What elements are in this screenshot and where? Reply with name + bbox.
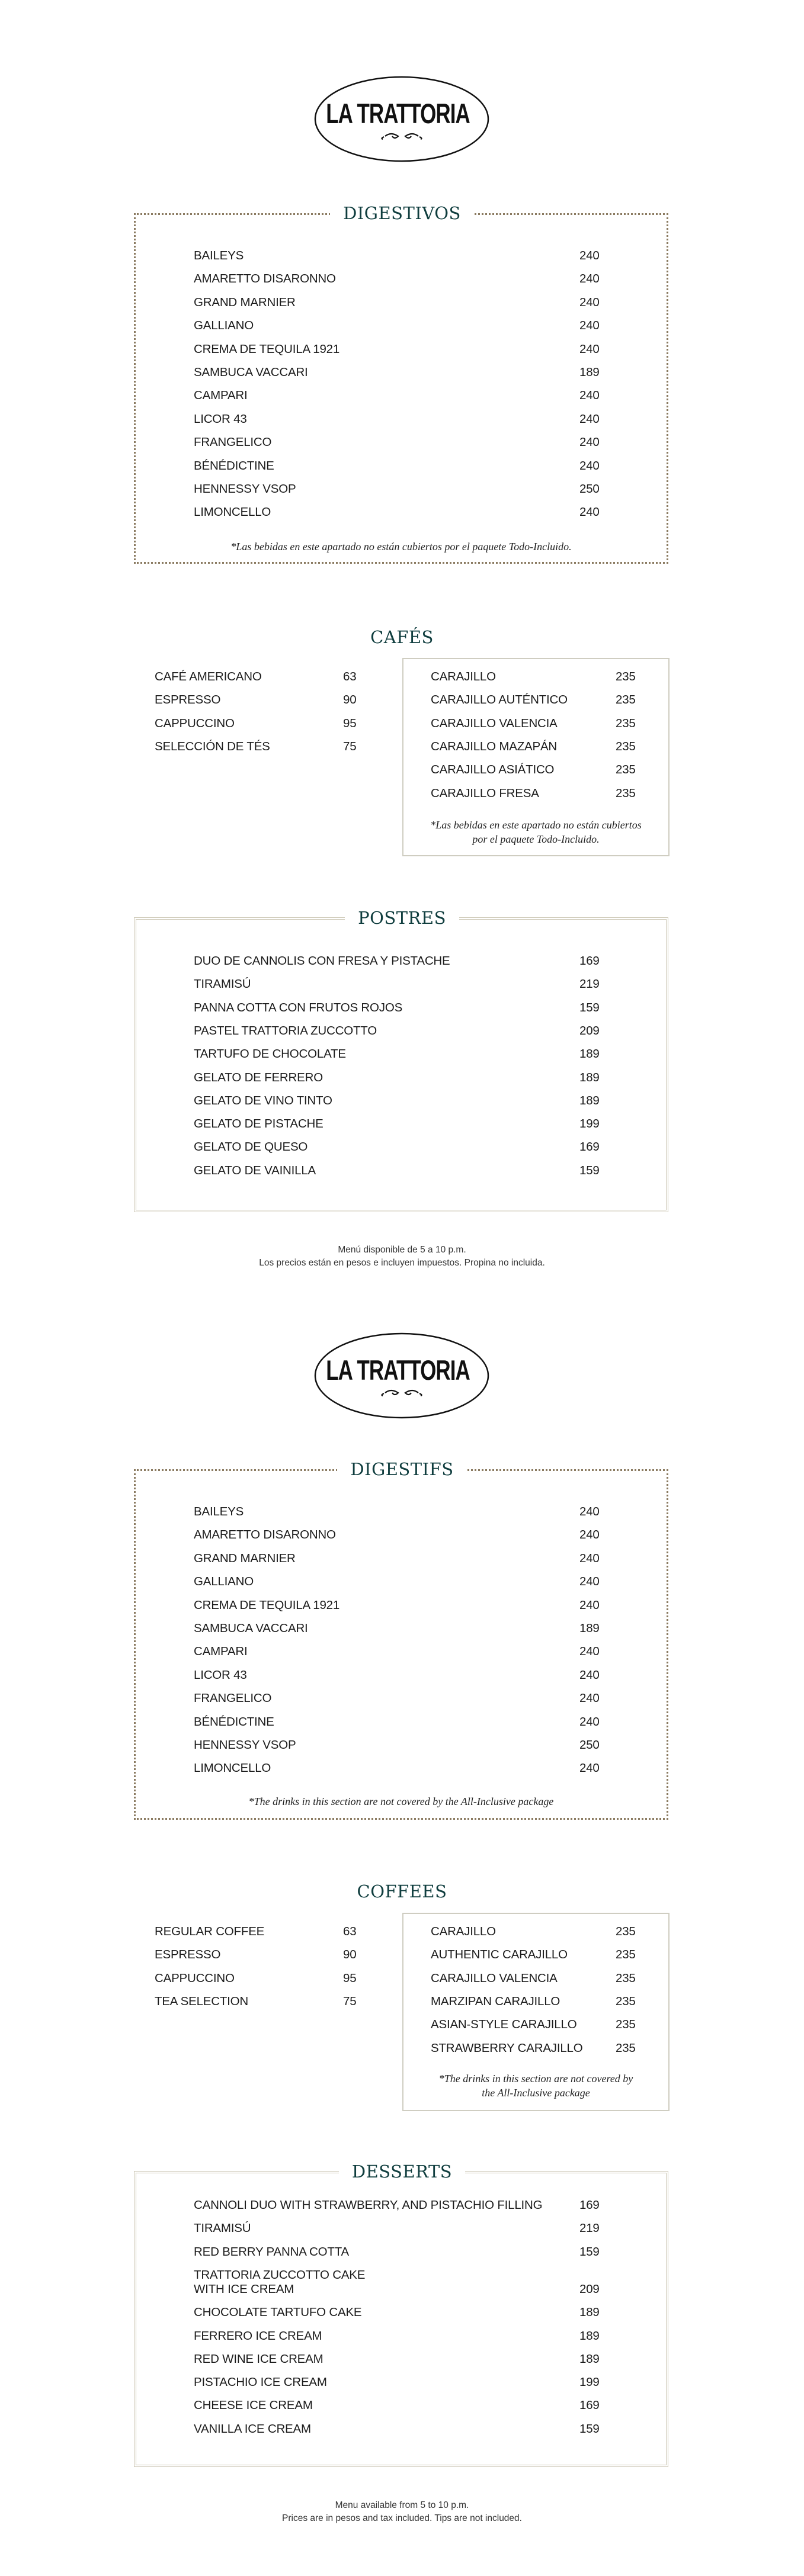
menu-item-price: 75	[343, 739, 357, 753]
menu-item-price: 235	[616, 739, 636, 753]
section-title-digestifs: DIGESTIFS	[0, 1459, 804, 1480]
menu-item-name: LIMONCELLO	[194, 505, 271, 519]
menu-item-price: 169	[579, 1140, 600, 1154]
menu-item-name: AMARETTO DISARONNO	[194, 272, 336, 286]
footer-es	[0, 1244, 804, 1270]
footer-es-prices: Los precios están en pesos e incluyen impuestos. Propina no incluida.	[259, 1258, 545, 1268]
menu-item-name: ASIAN-STYLE CARAJILLO	[431, 2018, 577, 2032]
restaurant-logo	[314, 76, 489, 162]
menu-item-name: LICOR 43	[194, 1668, 247, 1682]
menu-item-name: GRAND MARNIER	[194, 295, 296, 309]
footer-es-hours: Menú disponible de 5 a 10 p.m.	[338, 1245, 466, 1255]
menu-item-price: 240	[579, 1691, 600, 1705]
menu-item-name: GALLIANO	[194, 1575, 254, 1589]
menu-item-price: 63	[343, 670, 357, 683]
logo-oval-icon	[314, 1332, 489, 1419]
menu-item-name: GRAND MARNIER	[194, 1551, 296, 1565]
menu-item-price: 189	[579, 1093, 600, 1107]
menu-item-name: CARAJILLO FRESA	[431, 786, 539, 800]
menu-item-name: PISTACHIO ICE CREAM	[194, 2375, 327, 2389]
menu-item-price: 63	[343, 1925, 357, 1938]
menu-item-price: 209	[579, 2282, 600, 2296]
menu-item-name: CREMA DE TEQUILA 1921	[194, 1598, 340, 1612]
menu-item-name: AMARETTO DISARONNO	[194, 1528, 336, 1542]
footer-en	[0, 2499, 804, 2525]
menu-item-name: TARTUFO DE CHOCOLATE	[194, 1047, 346, 1061]
menu-item-price: 219	[579, 977, 600, 991]
menu-item-price: 250	[579, 1738, 600, 1752]
menu-item-price: 189	[579, 365, 600, 379]
menu-item-name: CAMPARI	[194, 1644, 248, 1659]
menu-item-price: 240	[579, 505, 600, 519]
menu-item-price: 169	[579, 2198, 600, 2212]
menu-item-price: 235	[616, 670, 636, 683]
footer-en-hours: Menu available from 5 to 10 p.m.	[335, 2500, 469, 2510]
menu-item-price: 169	[579, 954, 600, 968]
menu-item-name: CARAJILLO ASIÁTICO	[431, 763, 555, 777]
menu-item-name: RED WINE ICE CREAM	[194, 2352, 323, 2366]
menu-item-name: BÉNÉDICTINE	[194, 1714, 274, 1729]
menu-item-name: AUTHENTIC CARAJILLO	[431, 1948, 568, 1962]
menu-item-price: 189	[579, 2352, 600, 2366]
menu-item-price: 75	[343, 1994, 357, 2008]
menu-item-name: BÉNÉDICTINE	[194, 458, 274, 473]
menu-item-name: REGULAR COFFEE	[155, 1925, 265, 1938]
menu-item-name: LICOR 43	[194, 412, 247, 426]
menu-item-price: 189	[579, 1047, 600, 1061]
menu-item-price: 189	[579, 2328, 600, 2343]
menu-item-price: 240	[579, 295, 600, 309]
menu-item-name: FERRERO ICE CREAM	[194, 2328, 322, 2343]
menu-item-name: PANNA COTTA CON FRUTOS ROJOS	[194, 1000, 403, 1014]
menu-item-name: GELATO DE PISTACHE	[194, 1117, 323, 1131]
menu-item-price: 90	[343, 693, 357, 707]
menu-item-price: 240	[579, 1668, 600, 1682]
menu-item-price: 240	[579, 435, 600, 449]
menu-item-name: TIRAMISÚ	[194, 977, 251, 991]
menu-item-name: CARAJILLO MAZAPÁN	[431, 739, 558, 753]
menu-item-price: 240	[579, 249, 600, 262]
menu-item-price: 235	[616, 1948, 636, 1962]
menu-item-price: 240	[579, 1644, 600, 1659]
menu-item-name: CHEESE ICE CREAM	[194, 2398, 313, 2413]
menu-item-price: 95	[343, 1971, 357, 1985]
menu-item-name: CARAJILLO AUTÉNTICO	[431, 693, 568, 707]
menu-item-price: 235	[616, 1971, 636, 1985]
menu-item-name: CAFÉ AMERICANO	[155, 670, 262, 683]
menu-item-price: 159	[579, 2244, 600, 2259]
coffees-note-line2: the All-Inclusive package	[482, 2087, 590, 2099]
menu-item-name: CAPPUCCINO	[155, 716, 235, 730]
menu-item-name: DUO DE CANNOLIS CON FRESA Y PISTACHE	[194, 954, 450, 968]
menu-item-name: BAILEYS	[194, 249, 244, 262]
cafes-note	[402, 818, 670, 846]
menu-item-name: CHOCOLATE TARTUFO CAKE	[194, 2305, 362, 2320]
menu-item-name: MARZIPAN CARAJILLO	[431, 1994, 560, 2008]
menu-item-name: VANILLA ICE CREAM	[194, 2421, 311, 2436]
menu-item-name: GALLIANO	[194, 319, 254, 333]
menu-item-price: 169	[579, 2398, 600, 2413]
menu-item-name: FRANGELICO	[194, 435, 272, 449]
menu-item-price: 240	[579, 458, 600, 473]
menu-item-price: 240	[579, 1551, 600, 1565]
menu-item-name: CARAJILLO	[431, 670, 496, 683]
menu-item-price: 240	[579, 388, 600, 403]
coffees-note	[402, 2071, 670, 2100]
menu-item-price: 240	[579, 1714, 600, 1729]
menu-item-name: STRAWBERRY CARAJILLO	[431, 2041, 583, 2055]
menu-item-name: PASTEL TRATTORIA ZUCCOTTO	[194, 1023, 377, 1038]
menu-item-price: 189	[579, 1070, 600, 1084]
menu-item-price: 240	[579, 1528, 600, 1542]
section-title-postres: POSTRES	[0, 907, 804, 929]
menu-item-price: 199	[579, 2375, 600, 2389]
menu-item-name: CAPPUCCINO	[155, 1971, 235, 1985]
menu-item-price: 235	[616, 786, 636, 800]
menu-item-name: ESPRESSO	[155, 693, 221, 707]
menu-item-price: 189	[579, 2305, 600, 2320]
menu-item-price: 250	[579, 482, 600, 496]
menu-item-price: 235	[616, 2041, 636, 2055]
footer-en-prices: Prices are in pesos and tax included. Tips are not included.	[282, 2513, 522, 2523]
menu-item-name: LIMONCELLO	[194, 1761, 271, 1775]
logo-oval-icon	[314, 76, 489, 162]
section-title-desserts: DESSERTS	[0, 2161, 804, 2182]
section-title-digestivos: DIGESTIVOS	[0, 203, 804, 224]
menu-item-price: 219	[579, 2221, 600, 2235]
menu-item-price: 240	[579, 272, 600, 286]
menu-item-price: 235	[616, 763, 636, 777]
menu-item-name: CARAJILLO VALENCIA	[431, 1971, 558, 1985]
menu-item-price: 95	[343, 716, 357, 730]
menu-item-price: 240	[579, 342, 600, 356]
menu-item-name: FRANGELICO	[194, 1691, 272, 1705]
menu-item-name: CREMA DE TEQUILA 1921	[194, 342, 340, 356]
cafes-note-line2: por el paquete Todo-Incluido.	[472, 833, 600, 845]
menu-item-name: CARAJILLO VALENCIA	[431, 716, 558, 730]
menu-item-name-line2: WITH ICE CREAM	[194, 2282, 294, 2296]
menu-item-price: 90	[343, 1948, 357, 1962]
menu-item-price: 240	[579, 1505, 600, 1518]
menu-item-price: 240	[579, 319, 600, 333]
menu-item-name: TRATTORIA ZUCCOTTO CAKE	[194, 2267, 366, 2282]
menu-item-name: CANNOLI DUO WITH STRAWBERRY, AND PISTACHIO FILLING	[194, 2198, 543, 2212]
logo-text: LA TRATTORIA	[326, 97, 470, 130]
menu-item-name: TIRAMISÚ	[194, 2221, 251, 2235]
menu-item-price: 240	[579, 1575, 600, 1589]
menu-item-name: GELATO DE QUESO	[194, 1140, 308, 1154]
menu-item-name: SAMBUCA VACCARI	[194, 365, 308, 379]
cafes-note-line1: *Las bebidas en este apartado no están cubiertos	[430, 819, 642, 831]
menu-item-name: CAMPARI	[194, 388, 248, 403]
restaurant-logo-2	[314, 1332, 489, 1419]
menu-item-name: BAILEYS	[194, 1505, 244, 1518]
menu-item-name: GELATO DE FERRERO	[194, 1070, 323, 1084]
menu-item-name: TEA SELECTION	[155, 1994, 249, 2008]
section-title-coffees: COFFEES	[0, 1881, 804, 1902]
menu-item-price: 240	[579, 1761, 600, 1775]
menu-item-price: 240	[579, 412, 600, 426]
menu-item-name: HENNESSY VSOP	[194, 1738, 296, 1752]
logo-text: LA TRATTORIA	[326, 1354, 470, 1386]
menu-item-price: 209	[579, 1023, 600, 1038]
menu-item-name: SELECCIÓN DE TÉS	[155, 739, 270, 753]
coffees-note-line1: *The drinks in this section are not covered by	[438, 2073, 633, 2084]
menu-item-price: 235	[616, 716, 636, 730]
menu-item-price: 159	[579, 1163, 600, 1177]
menu-item-name: CARAJILLO	[431, 1925, 496, 1938]
menu-item-price: 235	[616, 1925, 636, 1938]
menu-item-name: GELATO DE VINO TINTO	[194, 1093, 332, 1107]
menu-item-name: HENNESSY VSOP	[194, 482, 296, 496]
menu-item-price: 159	[579, 1000, 600, 1014]
menu-item-price: 235	[616, 1994, 636, 2008]
menu-item-price: 240	[579, 1598, 600, 1612]
menu-item-price: 159	[579, 2421, 600, 2436]
menu-item-name: SAMBUCA VACCARI	[194, 1621, 308, 1635]
menu-item-price: 235	[616, 693, 636, 707]
menu-item-price: 199	[579, 1117, 600, 1131]
menu-item-name: GELATO DE VAINILLA	[194, 1163, 316, 1177]
menu-item-price: 235	[616, 2018, 636, 2032]
menu-item-price: 189	[579, 1621, 600, 1635]
menu-item-name: RED BERRY PANNA COTTA	[194, 2244, 349, 2259]
digestivos-note: *Las bebidas en este apartado no están cubiertos por el paquete Todo-Incluido.	[230, 541, 572, 553]
digestifs-note: *The drinks in this section are not covered by the All-Inclusive package	[248, 1796, 554, 1807]
menu-item-name: ESPRESSO	[155, 1948, 221, 1962]
section-title-cafes: CAFÉS	[0, 627, 804, 648]
